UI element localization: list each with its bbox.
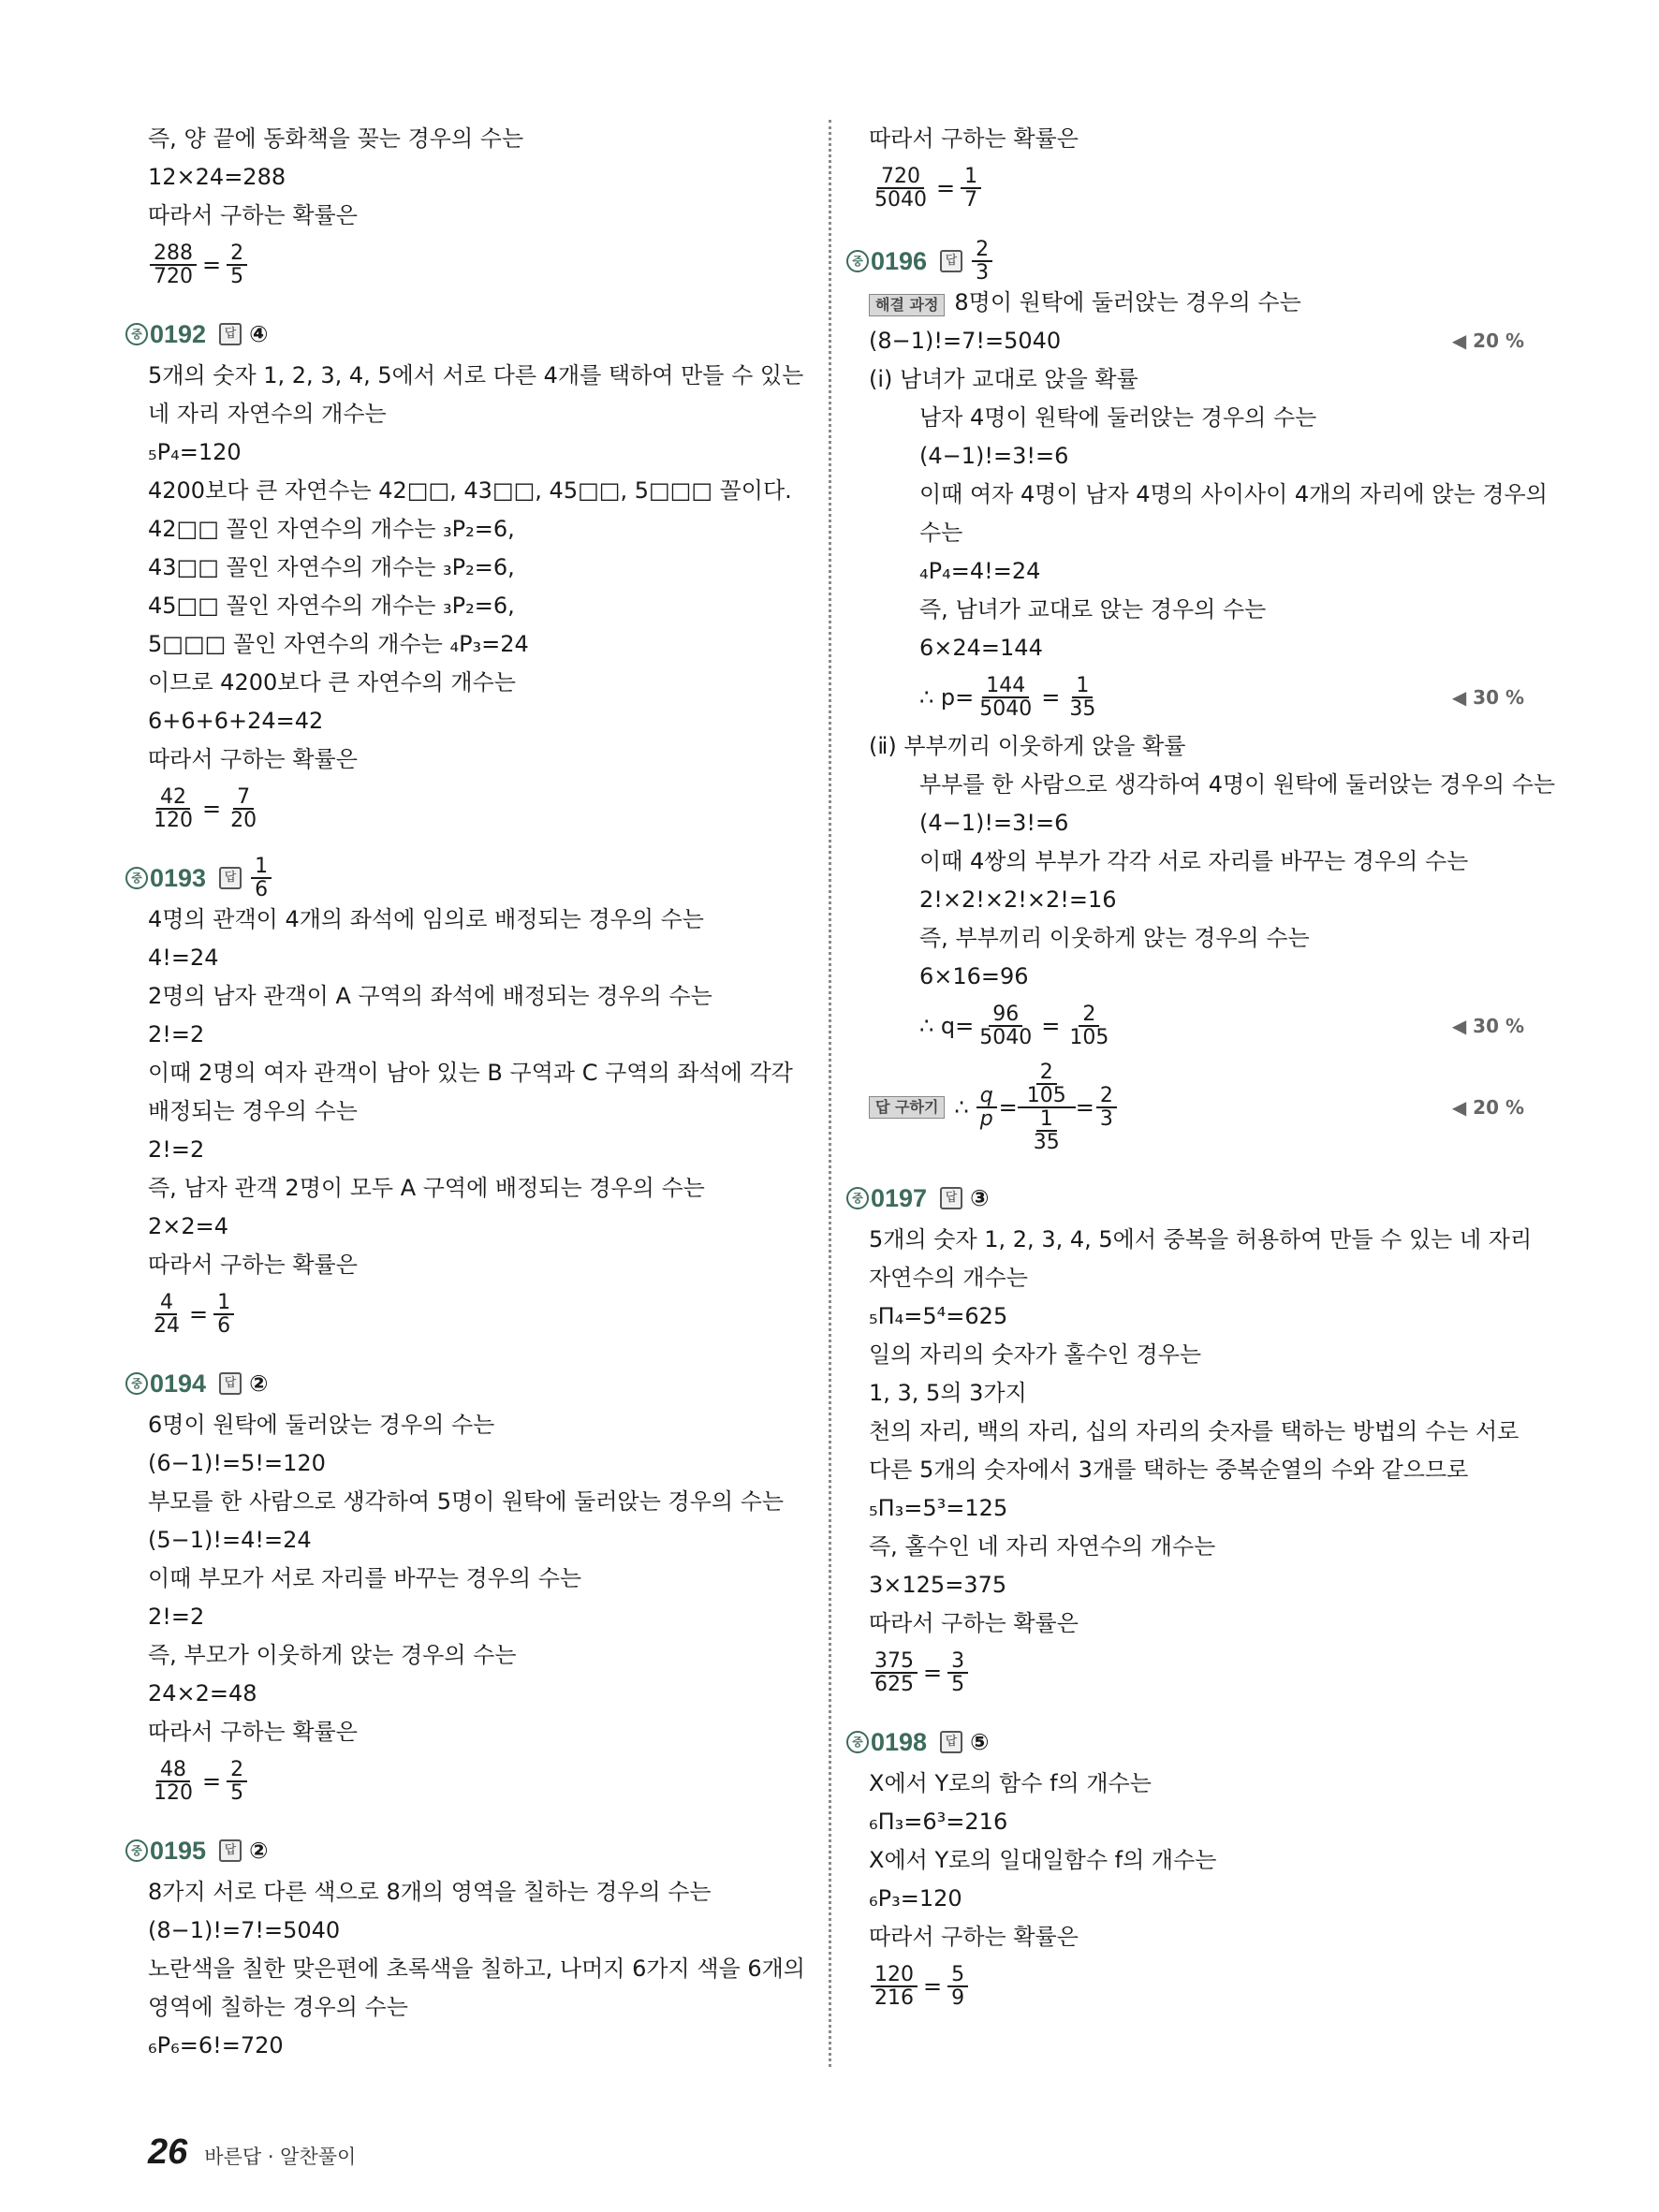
- fraction: $\frac{720}{5040}$: [874, 164, 927, 212]
- text-line: 2!=2: [148, 1021, 205, 1047]
- text-line: 네 자리 자연수의 개수는: [148, 401, 387, 427]
- text-line: 2!×2!×2!×2!=16: [919, 886, 1117, 913]
- fraction: $\frac{96}{5040}$: [979, 1002, 1033, 1049]
- level-mark-icon: 중: [846, 250, 869, 272]
- fraction: $\frac{2}{5}$: [227, 242, 247, 287]
- fraction: $\frac{5}{9}$: [947, 1964, 968, 2009]
- fraction-line: $\frac{48}{120}$ = $\frac{2}{5}$: [148, 1751, 803, 1811]
- text-line: 따라서 구하는 확률은: [869, 1610, 1079, 1636]
- text-line: 배정되는 경우의 수는: [148, 1098, 358, 1124]
- left-column: [131, 120, 805, 2065]
- text-line: ₅Π₄=5⁴=625: [869, 1303, 1008, 1329]
- text-line: 따라서 구하는 확률은: [869, 125, 1079, 152]
- problem-header-0193: [125, 856, 803, 901]
- fraction: $\frac{1}{7}$: [961, 166, 981, 211]
- problem-header-0198: [846, 1720, 1524, 1765]
- level-mark-icon: 중: [125, 323, 148, 345]
- text-line: 따라서 구하는 확률은: [148, 202, 358, 228]
- fraction: $\frac{2}{5}$: [227, 1759, 247, 1804]
- text-line: 4200보다 큰 자연수는 42□□, 43□□, 45□□, 5□□□ 꼴이다.: [148, 477, 792, 504]
- answer-mark-icon: 답: [219, 1372, 242, 1395]
- problem-number: 0192: [150, 319, 207, 348]
- fraction-line: $\frac{4}{24}$ = $\frac{1}{6}$: [148, 1284, 803, 1344]
- text-line: ₆P₃=120: [869, 1885, 962, 1912]
- text-line: 12×24=288: [148, 164, 286, 190]
- text-line: 1, 3, 5의 3가지: [869, 1380, 1027, 1406]
- level-mark-icon: 중: [846, 1731, 869, 1753]
- text-line: ₆P₆=6!=720: [148, 2032, 284, 2058]
- problem-header-0195: [125, 1828, 803, 1873]
- text-line: 24×2=48: [148, 1680, 257, 1707]
- answer-mark-icon: 답: [940, 1187, 962, 1209]
- text-line: (8−1)!=7!=5040 ◀ 20 %: [869, 322, 1524, 360]
- answer-fraction: $\frac{2}{3}$: [972, 239, 992, 284]
- text-line: 따라서 구하는 확률은: [148, 1719, 358, 1745]
- text-line: 6×24=144: [919, 635, 1043, 661]
- problem-number: 0194: [150, 1369, 207, 1398]
- score-percent: ◀ 20 %: [1451, 1096, 1524, 1119]
- text-line: 이때 여자 4명이 남자 4명의 사이사이 4개의 자리에 앉는 경우의: [919, 481, 1548, 507]
- fraction: $\frac{3}{5}$: [947, 1650, 968, 1695]
- text-line: 따라서 구하는 확률은: [148, 746, 358, 772]
- answer: ⑤: [970, 1729, 990, 1755]
- fraction: $\frac{375}{625}$: [871, 1650, 918, 1695]
- fraction: $\frac{120}{216}$: [871, 1964, 918, 2009]
- text-line: 8가지 서로 다른 색으로 8개의 영역을 칠하는 경우의 수는: [148, 1879, 712, 1905]
- text-line: 5개의 숫자 1, 2, 3, 4, 5에서 서로 다른 4개를 택하여 만들 수 있는: [148, 362, 804, 388]
- score-percent: ◀ 20 %: [1451, 330, 1524, 352]
- problem-number: 0195: [150, 1836, 207, 1865]
- text-line: 이때 부모가 서로 자리를 바꾸는 경우의 수는: [148, 1565, 582, 1591]
- fraction: $\frac{42}{120}$: [154, 784, 193, 832]
- text-line: 다른 5개의 숫자에서 3개를 택하는 중복순열의 수와 같으므로: [869, 1457, 1469, 1483]
- problem-header-0192: [125, 312, 803, 357]
- problem-header-0196: [846, 239, 1524, 284]
- answer-fraction: $\frac{1}{6}$: [251, 856, 272, 901]
- level-mark-icon: 중: [125, 1372, 148, 1395]
- text-line: (8−1)!=7!=5040: [148, 1917, 341, 1943]
- fraction: $\frac{2}{105}$: [1069, 1002, 1109, 1049]
- text-line: 43□□ 꼴인 자연수의 개수는 ₃P₂=6,: [148, 554, 515, 580]
- text-line: 6명이 원탁에 둘러앉는 경우의 수는: [148, 1412, 495, 1438]
- fraction: $\frac{1}{35}$: [1069, 673, 1096, 721]
- fraction: $\frac{2}{3}$: [1096, 1085, 1117, 1130]
- text-line: (6−1)!=5!=120: [148, 1450, 326, 1476]
- fraction: $\frac{7}{20}$: [230, 784, 257, 832]
- text-line: 5□□□ 꼴인 자연수의 개수는 ₄P₃=24: [148, 631, 529, 657]
- text-line: 부모를 한 사람으로 생각하여 5명이 원탁에 둘러앉는 경우의 수는: [148, 1488, 785, 1515]
- answer: ②: [249, 1838, 269, 1864]
- answer-mark-icon: 답: [940, 250, 962, 272]
- text-line: 4!=24: [148, 945, 219, 971]
- problem-header-0197: [846, 1176, 1524, 1221]
- text-line: 2×2=4: [148, 1213, 229, 1239]
- answer: ③: [970, 1185, 990, 1211]
- text-line: 즉, 남녀가 교대로 앉는 경우의 수는: [919, 596, 1267, 623]
- fraction-line: $\frac{720}{5040}$ = $\frac{1}{7}$: [869, 158, 1524, 218]
- text-line: 일의 자리의 숫자가 홀수인 경우는: [869, 1341, 1202, 1368]
- fraction: $\frac{144}{5040}$: [979, 673, 1033, 721]
- text-line: 이때 4쌍의 부부가 각각 서로 자리를 바꾸는 경우의 수는: [919, 848, 1469, 874]
- problem-number: 0196: [871, 246, 928, 275]
- answer-mark-icon: 답: [219, 323, 242, 345]
- problem-number: 0198: [871, 1727, 928, 1756]
- fraction-line: $\frac{288}{720}$ = $\frac{2}{5}$: [148, 235, 803, 295]
- answer: ④: [249, 321, 269, 347]
- text-line: 2!=2: [148, 1136, 205, 1163]
- answer-calc-tag: 답 구하기: [869, 1096, 945, 1119]
- text-line: ₅Π₃=5³=125: [869, 1495, 1008, 1521]
- text-line: 즉, 남자 관객 2명이 모두 A 구역에 배정되는 경우의 수는: [148, 1175, 705, 1201]
- text-line: 45□□ 꼴인 자연수의 개수는 ₃P₂=6,: [148, 593, 515, 619]
- text-line: 남자 4명이 원탁에 둘러앉는 경우의 수는: [919, 404, 1317, 431]
- fraction: $\frac{1}{6}$: [213, 1292, 234, 1337]
- text-line: ₄P₄=4!=24: [919, 558, 1041, 584]
- text-line: 즉, 홀수인 네 자리 자연수의 개수는: [869, 1533, 1216, 1560]
- fraction-line: $\frac{375}{625}$ = $\frac{3}{5}$: [869, 1643, 1524, 1703]
- fraction-line: $\frac{42}{120}$ = $\frac{7}{20}$: [148, 779, 803, 839]
- score-percent: ◀ 30 %: [1451, 1015, 1524, 1037]
- text-line: 즉, 부부끼리 이웃하게 앉는 경우의 수는: [919, 925, 1310, 951]
- text-line: 따라서 구하는 확률은: [148, 1252, 358, 1278]
- answer-calc-line: 답 구하기 ∴ $\frac{q}{p}$ = $\frac{\frac{2}{105}}{\frac{1}{35}}$ = $\frac{2}{3}$ ◀ 20 %: [869, 1056, 1524, 1159]
- text-line: 2명의 남자 관객이 A 구역의 좌석에 배정되는 경우의 수는: [148, 983, 712, 1009]
- text-line: 노란색을 칠한 맞은편에 초록색을 칠하고, 나머지 6가지 색을 6개의: [148, 1956, 805, 1982]
- book-section-title: 바른답 · 알찬풀이: [204, 2146, 357, 2168]
- level-mark-icon: 중: [125, 1839, 148, 1862]
- solution-process-tag: 해결 과정: [869, 294, 945, 316]
- text-line: ₆Π₃=6³=216: [869, 1809, 1008, 1835]
- text-line: X에서 Y로의 일대일함수 f의 개수는: [869, 1847, 1217, 1873]
- text-line: 수는: [919, 520, 963, 546]
- fraction: $\frac{288}{720}$: [150, 242, 197, 287]
- problem-number: 0197: [871, 1183, 928, 1212]
- answer-mark-icon: 답: [219, 867, 242, 889]
- page-footer: [148, 2132, 356, 2173]
- text-line: (5−1)!=4!=24: [148, 1527, 312, 1553]
- text-line: 영역에 칠하는 경우의 수는: [148, 1994, 408, 2020]
- answer: ②: [249, 1370, 269, 1397]
- score-percent: ◀ 30 %: [1451, 686, 1524, 709]
- text-line: 이므로 4200보다 큰 자연수의 개수는: [148, 669, 516, 696]
- fraction-line: ∴ q= $\frac{96}{5040}$ = $\frac{2}{105}$ ◀ 30 %: [919, 1002, 1524, 1049]
- page-number: 26: [148, 2132, 188, 2172]
- level-mark-icon: 중: [125, 867, 148, 889]
- answer-mark-icon: 답: [219, 1839, 242, 1862]
- answer-mark-icon: 답: [940, 1731, 962, 1753]
- fraction-line: ∴ p= $\frac{144}{5040}$ = $\frac{1}{35}$ ◀ 30 %: [919, 673, 1524, 721]
- fraction: $\frac{4}{24}$: [154, 1290, 180, 1338]
- text-line: 3×125=375: [869, 1572, 1007, 1598]
- fraction: $\frac{48}{120}$: [154, 1757, 193, 1805]
- right-column: [852, 120, 1556, 2016]
- level-mark-icon: 중: [846, 1187, 869, 1209]
- text-line: 즉, 양 끝에 동화책을 꽂는 경우의 수는: [148, 125, 524, 152]
- text-line: 따라서 구하는 확률은: [869, 1924, 1079, 1950]
- text-line: (4−1)!=3!=6: [919, 810, 1069, 836]
- text-line: 6+6+6+24=42: [148, 708, 324, 734]
- text-line: 이때 2명의 여자 관객이 남아 있는 B 구역과 C 구역의 좌석에 각각: [148, 1060, 793, 1086]
- text-line: ₅P₄=120: [148, 439, 242, 465]
- text-line: X에서 Y로의 함수 f의 개수는: [869, 1770, 1152, 1796]
- text-line: 자연수의 개수는: [869, 1265, 1028, 1291]
- complex-fraction: $\frac{\frac{2}{105}}{\frac{1}{35}}$: [1018, 1062, 1076, 1153]
- text-line: (4−1)!=3!=6: [919, 443, 1069, 469]
- problem-header-0194: [125, 1361, 803, 1406]
- problem-number: 0193: [150, 863, 207, 892]
- fraction: $\frac{q}{p}$: [976, 1085, 997, 1130]
- text-line: 5개의 숫자 1, 2, 3, 4, 5에서 중복을 허용하여 만들 수 있는 네 자리: [869, 1226, 1533, 1252]
- text-line: 부부를 한 사람으로 생각하여 4명이 원탁에 둘러앉는 경우의 수는: [919, 771, 1556, 798]
- text-line: 해결 과정 8명이 원탁에 둘러앉는 경우의 수는: [869, 284, 1524, 322]
- text-line: 6×16=96: [919, 963, 1029, 989]
- text-line: 즉, 부모가 이웃하게 앉는 경우의 수는: [148, 1642, 517, 1668]
- fraction-line: $\frac{120}{216}$ = $\frac{5}{9}$: [869, 1956, 1524, 2016]
- column-divider: [829, 120, 831, 2067]
- text-line: 2!=2: [148, 1604, 205, 1630]
- section-heading: (ⅰ) 남녀가 교대로 앉을 확률: [869, 366, 1138, 392]
- text-line: 42□□ 꼴인 자연수의 개수는 ₃P₂=6,: [148, 516, 515, 542]
- section-heading: (ⅱ) 부부끼리 이웃하게 앉을 확률: [869, 733, 1186, 759]
- text-line: 천의 자리, 백의 자리, 십의 자리의 숫자를 택하는 방법의 수는 서로: [869, 1418, 1520, 1444]
- text-line: 4명의 관객이 4개의 좌석에 임의로 배정되는 경우의 수는: [148, 906, 704, 932]
